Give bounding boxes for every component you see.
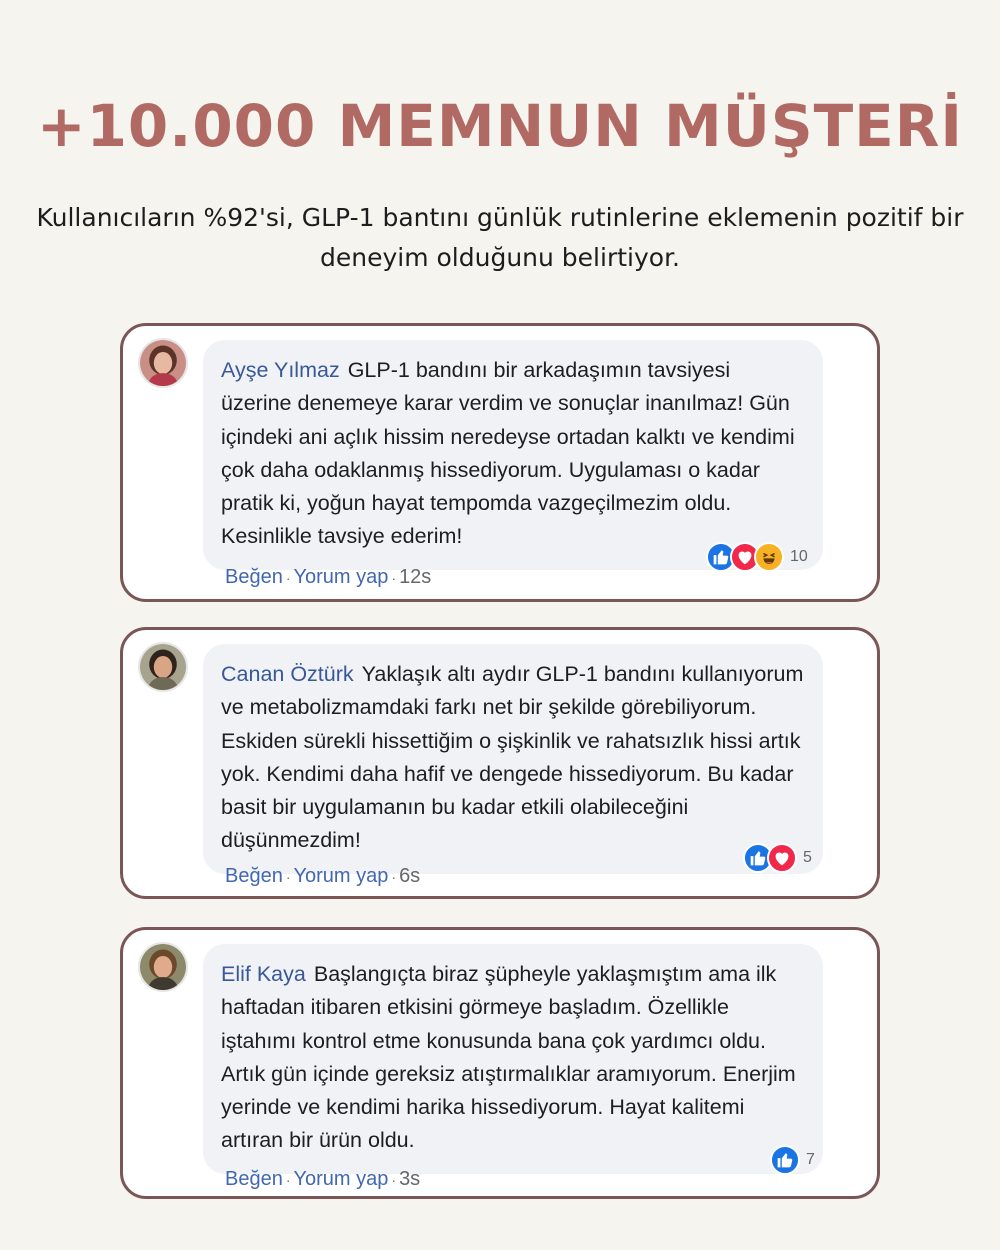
comment-author[interactable]: Canan Öztürk bbox=[221, 662, 354, 686]
comment-author[interactable]: Elif Kaya bbox=[221, 962, 306, 986]
haha-icon[interactable] bbox=[754, 542, 784, 572]
like-link[interactable]: Beğen bbox=[225, 566, 283, 588]
comment-bubble bbox=[203, 340, 823, 570]
avatar[interactable] bbox=[138, 338, 188, 388]
like-link[interactable]: Beğen bbox=[225, 1168, 283, 1190]
comment-card bbox=[120, 323, 880, 602]
comment-actions bbox=[225, 865, 420, 888]
page-subtitle: Kullanıcıların %92'si, GLP-1 bantını günlük rutinlerine eklemenin pozitif bir deneyim olduğunu belirtiyor. bbox=[36, 203, 964, 272]
comment-card bbox=[120, 927, 880, 1199]
reaction-summary[interactable] bbox=[743, 843, 812, 873]
separator-dot: · bbox=[285, 1172, 291, 1188]
comment-text: Yaklaşık altı aydır GLP-1 bandını kullanıyorum ve metabolizmamdaki farkı net bir şekilde görebiliyorum. Eskiden sürekli hissettiğim o şişkinlik ve rahatsızlık hissi artık yok. Kendimi daha hafif ve dengede hissediyorum. Bu kadar basit bir uygulamanın bu kadar etkili olabileceğini düşünmezdim! bbox=[221, 662, 804, 853]
comment-time[interactable]: 6s bbox=[399, 865, 421, 887]
like-icon[interactable] bbox=[770, 1145, 800, 1175]
comment-actions bbox=[225, 1168, 420, 1191]
separator-dot: · bbox=[285, 869, 291, 885]
reaction-count: 7 bbox=[806, 1151, 815, 1168]
like-link[interactable]: Beğen bbox=[225, 865, 283, 887]
separator-dot: · bbox=[391, 1172, 397, 1188]
separator-dot: · bbox=[391, 869, 397, 885]
reply-link[interactable]: Yorum yap bbox=[293, 1168, 389, 1190]
reply-link[interactable]: Yorum yap bbox=[293, 865, 389, 887]
reaction-summary[interactable] bbox=[770, 1145, 815, 1175]
comment-actions bbox=[225, 566, 431, 589]
reaction-count: 10 bbox=[790, 548, 808, 565]
separator-dot: · bbox=[285, 570, 291, 586]
avatar[interactable] bbox=[138, 642, 188, 692]
reply-link[interactable]: Yorum yap bbox=[293, 566, 389, 588]
comment-bubble bbox=[203, 644, 823, 874]
page-title: +10.000 MEMNUN MÜŞTERİ bbox=[36, 92, 964, 160]
reaction-count: 5 bbox=[803, 849, 812, 866]
comment-time[interactable]: 3s bbox=[399, 1168, 421, 1190]
comment-text: Başlangıçta biraz şüpheyle yaklaşmıştım ama ilk haftadan itibaren etkisini görmeye başladım. Özellikle iştahımı kontrol etme konusunda bana çok yardımcı oldu. Artık gün içinde gereksiz atıştırmalıklar aramıyorum. Enerjim yerinde ve kendimi harika hissediyorum. Hayat kalitemi artıran bir ürün oldu. bbox=[221, 962, 796, 1153]
separator-dot: · bbox=[391, 570, 397, 586]
avatar[interactable] bbox=[138, 942, 188, 992]
comment-time[interactable]: 12s bbox=[399, 566, 432, 588]
comment-text: GLP-1 bandını bir arkadaşımın tavsiyesi üzerine denemeye karar verdim ve sonuçlar inanılmaz! Gün içindeki ani açlık hissim neredeyse ortadan kalktı ve kendimi çok daha odaklanmış hissediyorum. Uygulaması o kadar pratik ki, yoğun hayat tempomda vazgeçilmezim oldu. Kesinlikle tavsiye ederim! bbox=[221, 358, 795, 549]
comment-bubble bbox=[203, 944, 823, 1174]
comment-card bbox=[120, 627, 880, 899]
comment-author[interactable]: Ayşe Yılmaz bbox=[221, 358, 340, 382]
love-icon[interactable] bbox=[767, 843, 797, 873]
reaction-summary[interactable] bbox=[706, 542, 808, 572]
